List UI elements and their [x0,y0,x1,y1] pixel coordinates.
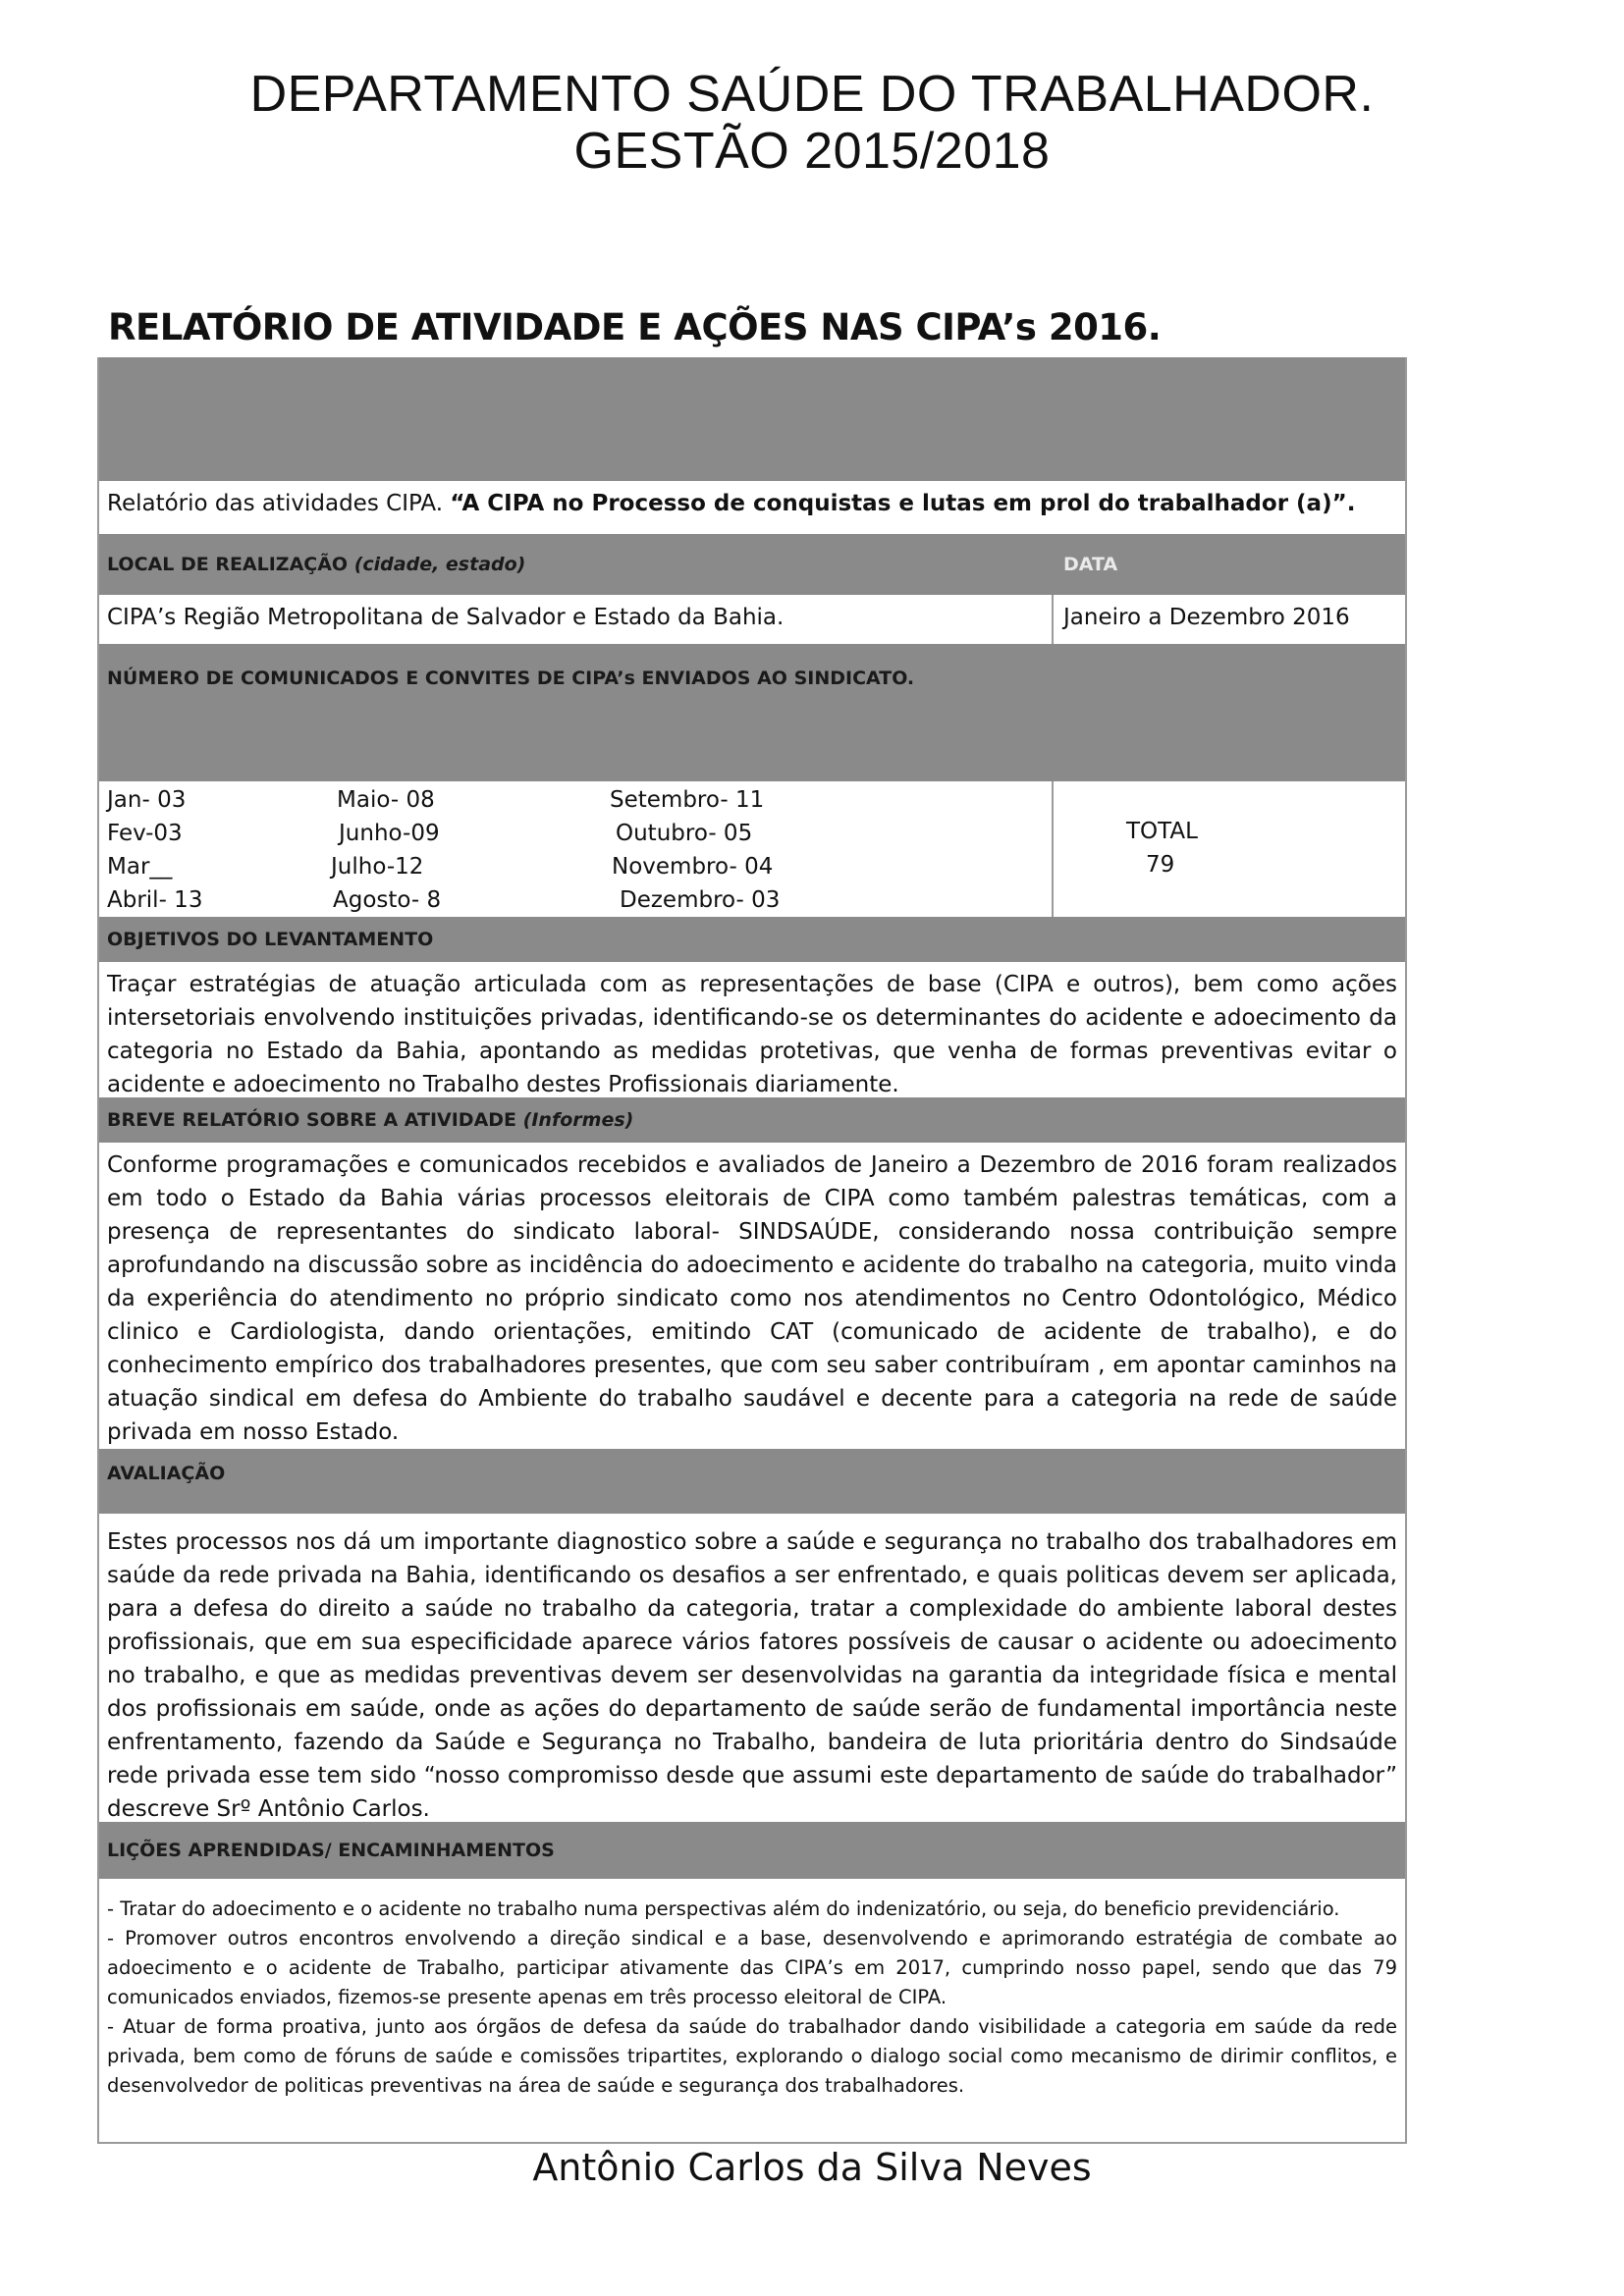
total-label: TOTAL [1126,819,1198,844]
licoes-item: - Promover outros encontros envolvendo a direção sindical e a base, desenvolvendo e aprimorando estratégia de combate ao adoecimento e o acidente de Trabalho, participar ativamente das CIPA’s em 2017, cumprindo nosso papel, sendo que das 79 comunicados enviados, fizemos-se presente apenas em três processo eleitoral de CIPA. [107,1927,1397,2008]
department-title: DEPARTAMENTO SAÚDE DO TRABALHADOR. [249,66,1375,123]
breve-text: Conforme programações e comunicados recebidos e avaliados de Janeiro a Dezembro de 2016 foram realizados em todo o Estado da Bahia várias processos eleitorais de CIPA como também palestras temáticas, com a presença de representantes do sindicato laboral- SINDSAÚDE, considerando nossa contribuição sempre aprofundando na discussão sobre as incidência do adoecimento e acidente do trabalho na categoria, muito vinda da experiência do atendimento no próprio sindicato como nos atendimentos no Centro Odontológico, Médico clinico e Cardiologista, dando orientações, emitindo CAT (comunicado de acidente de trabalho), e do conhecimento empírico dos trabalhadores presentes, que com seu saber contribuíram , em apontar caminhos na atuação sindical em defesa do Ambiente do trabalho saudável e decente para a categoria na rede de saúde privada em nosso Estado. [97,1143,1407,1449]
header-band [97,357,1407,481]
objetivos-text: Traçar estratégias de atuação articulada com as representações de base (CIPA e outros), bem como ações intersetoriais envolvendo instituições privadas, identificando-se os determinantes do acidente e adoecimento da categoria no Estado da Bahia, apontando as medidas protetivas, que venha de formas preventivas evitar o acidente e adoecimento no Trabalho destes Profissionais diariamente. [97,962,1407,1097]
relatorio-prefix: Relatório das atividades CIPA. [107,491,451,516]
objetivos-label: OBJETIVOS DO LEVANTAMENTO [107,929,434,950]
avaliacao-text: Estes processos nos dá um importante diagnostico sobre a saúde e segurança no trabalho dos trabalhadores em saúde da rede privada na Bahia, identificando os desafios a ser enfrentado, e quais politicas devem ser aplicada, para a defesa do direito a saúde no trabalho da categoria, tratar a complexidade do ambiente laboral destes profissionais, que em sua especificidade aparece vários fatores possíveis de causar o acidente ou adoecimento no trabalho, e que as medidas preventivas devem ser desenvolvidas na garantia da integridade física e mental dos profissionais em saúde, onde as ações do departamento de saúde serão de fundamental importância neste enfrentamento, fazendo da Saúde e Segurança no Trabalho, bandeira de luta prioritária dentro do Sindsaúde rede privada esse tem sido “nosso compromisso desde que assumi este departamento de saúde do trabalhador” descreve Srº Antônio Carlos. [97,1514,1407,1822]
avaliacao-label: AVALIAÇÃO [107,1463,226,1484]
local-label-note: (cidade, estado) [353,554,526,575]
data-label: DATA [1063,554,1118,575]
breve-header-row [97,1097,1407,1143]
comunicados-header-row [97,644,1407,781]
signature: Antônio Carlos da Silva Neves [532,2146,1092,2189]
month-count: Junho-09 [339,821,440,846]
column-divider [1052,781,1054,917]
table-bottom-border [97,2142,1407,2144]
licoes-item: - Tratar do adoecimento e o acidente no trabalho numa perspectivas além do indenizatório, ou seja, do beneficio previdenciário. [107,1897,1340,1920]
licoes-label: LIÇÕES APRENDIDAS/ ENCAMINHAMENTOS [107,1840,555,1861]
breve-label-text: BREVE RELATÓRIO SOBRE A ATIVIDADE [107,1109,517,1131]
objetivos-header-row [97,917,1407,962]
local-header-row [97,534,1407,595]
column-divider [1052,595,1054,644]
comunicados-label: NÚMERO DE COMUNICADOS E CONVITES DE CIPA’s ENVIADOS AO SINDICATO. [107,667,915,689]
month-count: Mar__ [107,854,173,880]
breve-label-note: (Informes) [522,1109,634,1131]
local-label-text: LOCAL DE REALIZAÇÃO [107,554,349,575]
management-period: GESTÃO 2015/2018 [573,123,1051,180]
total-value: 79 [1146,852,1175,878]
relatorio-row [97,481,1407,534]
month-count: Julho-12 [331,854,424,880]
breve-label [107,1109,633,1131]
local-value: CIPA’s Região Metropolitana de Salvador e Estado da Bahia. [107,605,785,630]
local-row [97,595,1407,644]
licoes-list [97,1879,1407,2142]
month-count: Agosto- 8 [333,887,442,913]
licoes-item: - Atuar de forma proativa, junto aos órgãos de defesa da saúde do trabalhador dando visibilidade a categoria em saúde da rede privada, bem como de fóruns de saúde e comissões tripartites, explorando o dialogo social como mecanismo de dirimir conflitos, e desenvolvedor de politicas preventivas na área de saúde e segurança dos trabalhadores. [107,2015,1397,2097]
licoes-header-row [97,1822,1407,1879]
report-title: RELATÓRIO DE ATIVIDADE E AÇÕES NAS CIPA’s 2016. [108,306,1162,348]
month-count: Maio- 08 [337,787,435,813]
month-count: Dezembro- 03 [620,887,781,913]
month-count: Abril- 13 [107,887,203,913]
comunicados-row [97,781,1407,917]
relatorio-theme: “A CIPA no Processo de conquistas e lutas em prol do trabalhador (a)”. [450,491,1356,516]
month-count: Setembro- 11 [610,787,765,813]
month-count: Novembro- 04 [612,854,774,880]
avaliacao-header-row [97,1449,1407,1514]
data-value: Janeiro a Dezembro 2016 [1063,605,1350,630]
month-count: Jan- 03 [107,787,187,813]
local-label [107,554,525,575]
month-count: Fev-03 [107,821,183,846]
month-count: Outubro- 05 [616,821,753,846]
